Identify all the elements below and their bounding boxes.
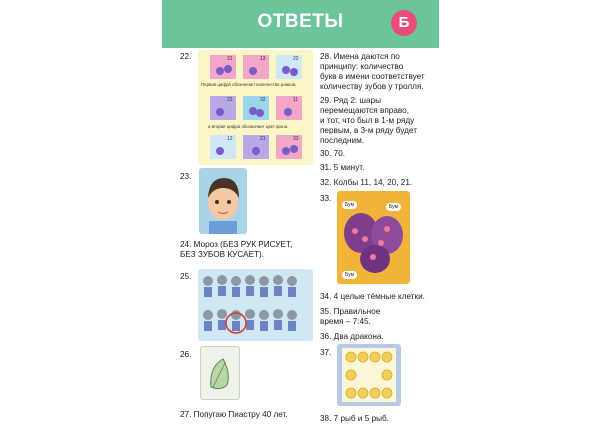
cell-label: 23 <box>227 97 233 103</box>
cell-label: 11 <box>293 97 299 103</box>
answer-25-number: 25. <box>180 272 192 281</box>
bum-label: Бум <box>342 271 357 279</box>
answer-24-line2: БЕЗ ЗУБОВ КУСАЕТ). <box>180 250 265 259</box>
coins-puzzle-image <box>337 344 401 406</box>
answer-31: 31. 5 минут. <box>320 163 365 172</box>
answer-page <box>162 0 439 429</box>
caption-line: а вторая цифра обозначает цвет фона. <box>208 124 289 129</box>
answer-30: 30. 70. <box>320 149 346 158</box>
answer-26-number: 26. <box>180 350 192 359</box>
knights-illustration <box>198 269 313 341</box>
cell-label: 32 <box>260 97 266 103</box>
answer-29-line3: и тот, что был в 1-м ряду <box>320 116 415 125</box>
bum-label: Бум <box>386 203 401 211</box>
cell-label: 21 <box>260 136 266 142</box>
coins-illustration <box>337 344 401 406</box>
answer-33-number: 33. <box>320 194 332 203</box>
answer-28-line2: принципу: количество <box>320 62 404 71</box>
answer-29-line2: перемещаются вправо, <box>320 106 409 115</box>
knights-puzzle-image <box>198 269 313 341</box>
answer-29-line1: 29. Ряд 2: шары <box>320 96 381 105</box>
answer-24-line1: 24. Мороз (БЕЗ РУК РИСУЕТ, <box>180 240 293 249</box>
answer-34: 34. 4 целые тёмные клетки. <box>320 292 425 301</box>
cell-label: 31 <box>227 56 233 62</box>
boy-portrait-image <box>199 168 247 234</box>
leaf-picture-image <box>200 346 240 400</box>
answer-23-number: 23. <box>180 172 192 181</box>
cell-label: 12 <box>227 136 233 142</box>
bags-puzzle-image <box>337 191 410 284</box>
answer-35-line1: 35. Правильное <box>320 307 381 316</box>
cell-label: 13 <box>260 56 266 62</box>
cell-label: 22 <box>293 56 299 62</box>
answer-28-line1: 28. Имена даются по <box>320 52 400 61</box>
answer-29-line5: последним. <box>320 136 365 145</box>
answer-32: 32. Колбы 11, 14, 20, 21. <box>320 178 413 187</box>
answer-28-line4: количеству зубов у тролля. <box>320 82 424 91</box>
boy-face-illustration <box>199 168 247 234</box>
bum-label: Бум <box>342 201 357 209</box>
section-badge: Б <box>391 10 417 36</box>
answer-29-line4: первым, в 3-м ряду будет <box>320 126 417 135</box>
cell-label: 33 <box>293 136 299 142</box>
leaf-illustration <box>201 347 239 399</box>
answer-22-number: 22. <box>180 52 192 61</box>
caption-line: Первая цифра обозначает количество рожков, <box>201 82 297 87</box>
answer-38: 38. 7 рыб и 5 рыб. <box>320 414 389 423</box>
page-header <box>162 0 439 48</box>
answer-37-number: 37. <box>320 348 332 357</box>
answer-35-line2: время – 7:45. <box>320 317 371 326</box>
answer-27: 27. Попугаю Пиастру 40 лет. <box>180 410 288 419</box>
page-title: ОТВЕТЫ <box>257 11 344 32</box>
answer-28-line3: букв в имени соответствует <box>320 72 425 81</box>
puzzle-22-image <box>198 50 313 165</box>
answer-36: 36. Два дракона. <box>320 332 384 341</box>
